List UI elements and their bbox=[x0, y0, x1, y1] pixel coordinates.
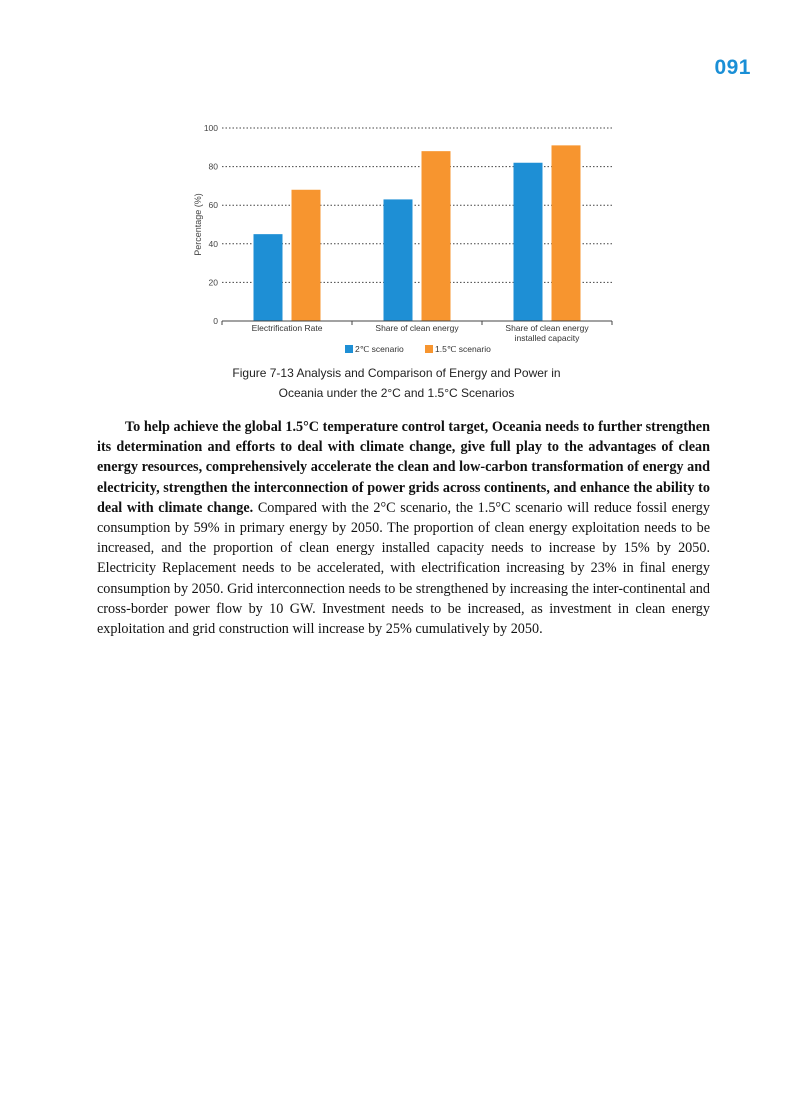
x-tick-label-2: Share of clean energy bbox=[505, 323, 589, 333]
y-tick-label-80: 80 bbox=[208, 161, 218, 172]
paragraph-regular-text: Compared with the 2°C scenario, the 1.5°C scenario will reduce fossil energy consumption by 59% in primary energy by 2050. The proportion of clean energy exploitation needs to be increased, and the proportion of clean energy installed capacity needs to increase by 15% by 2050. Electricity Replacement needs to be accelerated, with electrification increasing by 23% in final energy consumption by 2050. Grid interconnection needs to be strengthened by increasing the inter-continental and cross-border power flow by 10 GW. Investment needs to be increased, as investment in clean energy exploitation and grid construction will increase by 25% cumulatively by 2050. bbox=[97, 499, 710, 638]
y-tick-label-60: 60 bbox=[208, 200, 218, 211]
x-tick-label-1: Share of clean energy bbox=[375, 323, 459, 333]
bars bbox=[254, 145, 581, 321]
legend-swatch-1 bbox=[425, 345, 433, 353]
bar-1-5c-1 bbox=[422, 151, 451, 321]
paragraph-bold-lead: To help achieve the global 1.5°C temperature control target, Oceania needs to further strengthen its determination and efforts to deal with climate change, give full play to the advantages of clean energy resources, comprehensively accelerate the clean and low-carbon transformation of energy and electricity, strengthen the interconnection of power grids across continents, and enhance the ability to deal with climate change. bbox=[97, 419, 710, 516]
bar-2c-0 bbox=[254, 234, 283, 321]
x-tick-label-0: Electrification Rate bbox=[251, 323, 323, 333]
body-paragraph bbox=[97, 417, 710, 639]
x-tick-label-2-line2: installed capacity bbox=[514, 333, 580, 343]
page-number: 091 bbox=[714, 56, 751, 79]
y-tick-label-100: 100 bbox=[203, 123, 218, 133]
figure-caption-line-1: Figure 7-13 Analysis and Comparison of Energy and Power in bbox=[232, 366, 561, 380]
bar-chart bbox=[0, 110, 793, 362]
y-tick-label-20: 20 bbox=[208, 277, 218, 288]
legend-swatch-0 bbox=[345, 345, 353, 353]
bar-2c-2 bbox=[514, 163, 543, 321]
y-tick-label-0: 0 bbox=[213, 316, 218, 326]
legend bbox=[345, 344, 491, 354]
bar-1-5c-0 bbox=[292, 190, 321, 321]
legend-label-0: 2℃ scenario bbox=[355, 344, 404, 354]
y-tick-label-40: 40 bbox=[208, 238, 218, 249]
legend-label-1: 1.5℃ scenario bbox=[435, 344, 491, 354]
y-axis-label: Percentage (%) bbox=[193, 193, 203, 256]
bar-1-5c-2 bbox=[552, 145, 581, 321]
figure-caption-line-2: Oceania under the 2°C and 1.5°C Scenarios bbox=[278, 386, 515, 400]
bar-2c-1 bbox=[384, 199, 413, 321]
